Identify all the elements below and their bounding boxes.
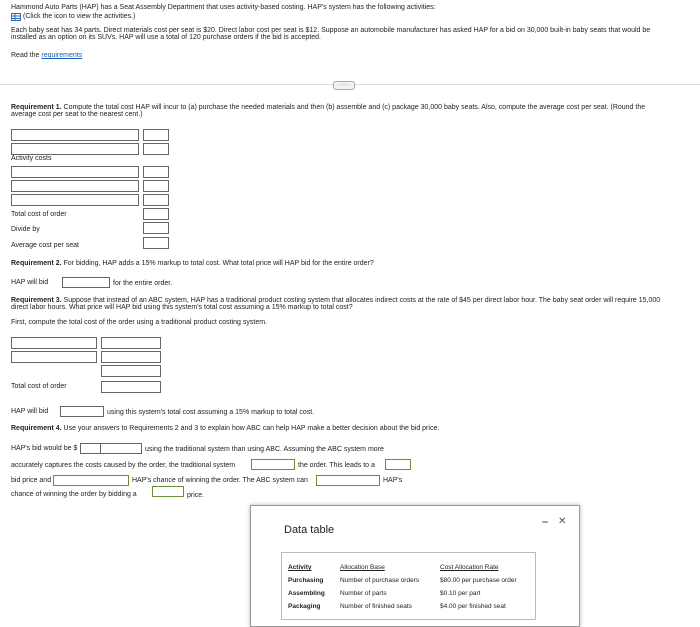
req4-text: Use your answers to Requirements 2 and 3 to explain how ABC can help HAP make a better decision about the bid price. [63, 425, 440, 432]
req4-s1a: HAP's bid would be $ [11, 445, 78, 452]
avg-cost-label: Average cost per seat [11, 242, 79, 249]
req4-price-select[interactable] [152, 486, 184, 497]
table-cell: $4.00 per finished seat [440, 603, 506, 610]
minimize-icon[interactable]: – [542, 516, 549, 528]
table-cell: Number of parts [340, 590, 387, 597]
req2-bid-input[interactable] [62, 277, 110, 288]
activity-name-1[interactable] [11, 166, 139, 178]
req3-input-3b[interactable] [101, 365, 161, 377]
header-line1: Hammond Auto Parts (HAP) has a Seat Assembly Department that uses activity-based costing. HAP's system has the following activities: [11, 4, 436, 11]
table-icon[interactable] [11, 13, 21, 21]
table-cell: $0.10 per part [440, 590, 481, 597]
read-label: Read the [11, 52, 42, 59]
req2-label: Requirement 2. [11, 260, 62, 267]
table-cell: Purchasing [288, 577, 324, 584]
table-cell: $80.00 per purchase order [440, 577, 517, 584]
table-row [288, 600, 530, 613]
icon-hint: (Click the icon to view the activities.) [23, 13, 136, 20]
req4-cost-select[interactable] [251, 459, 295, 470]
req1-label: Requirement 1. [11, 104, 62, 111]
header-allocation-base: Allocation Base [340, 564, 385, 571]
req4-label: Requirement 4. [11, 425, 62, 432]
activity-cost-1[interactable] [143, 166, 169, 178]
req4-s2a: accurately captures the costs caused by the order, the traditional system [11, 462, 236, 469]
req4-s4a: chance of winning the order by bidding a [11, 491, 137, 498]
req3-input-2a[interactable] [11, 351, 97, 363]
req4-s3b: HAP's chance of winning the order. The ABC system can [132, 477, 308, 484]
req4-comparison-select[interactable] [100, 443, 142, 454]
req4-s3c: HAP's [383, 477, 403, 484]
table-row [288, 587, 530, 600]
req3-text: Suppose that instead of an ABC system, HAP has a traditional product costing system that allocates indirect costs at the rate of $45 per direct labor hour. The baby seat order will require 15,000 [63, 297, 661, 304]
dialog-title: Data table [284, 524, 335, 536]
req3-label: Requirement 3. [11, 297, 62, 304]
requirements-link[interactable]: requirements [41, 52, 83, 59]
req4-chance-select[interactable] [53, 475, 129, 486]
table-cell: Assembling [288, 590, 325, 597]
activity-data-table [288, 561, 530, 613]
total-cost-input[interactable] [143, 208, 169, 220]
req3-total-input[interactable] [101, 381, 161, 393]
divide-by-label: Divide by [11, 226, 40, 233]
req3-text2: direct labor hours. What price will HAP bid using this system's total cost assuming a 15% markup to total cost? [11, 304, 353, 311]
header-activity: Activity [288, 564, 312, 571]
req3-using-text: using this system's total cost assuming a 15% markup to total cost. [107, 409, 315, 416]
req4-s3a: bid price and [11, 477, 52, 484]
activity-name-3[interactable] [11, 194, 139, 206]
req1-input-b[interactable] [143, 129, 169, 141]
activity-costs-label: Activity costs [11, 155, 52, 162]
table-row [288, 574, 530, 587]
activity-cost-3[interactable] [143, 194, 169, 206]
req4-abc-select[interactable] [316, 475, 380, 486]
req3-input-1a[interactable] [11, 337, 97, 349]
req3-input-1b[interactable] [101, 337, 161, 349]
req2-text: For bidding, HAP adds a 15% markup to total cost. What total price will HAP bid for the entire order? [63, 260, 374, 267]
req4-level-select[interactable] [385, 459, 411, 470]
activity-name-2[interactable] [11, 180, 139, 192]
activity-cost-2[interactable] [143, 180, 169, 192]
table-header-row [288, 561, 530, 574]
table-cell: Number of finished seats [340, 603, 412, 610]
header-cost-rate: Cost Allocation Rate [440, 564, 499, 571]
header-line2: Each baby seat has 34 parts. Direct materials cost per seat is $20. Direct labor cost per seat is $12. Suppose an automobile manufacturer has asked HAP for a bid on 30,000 built-in baby seats that would be [11, 27, 651, 34]
req4-s4b: price. [187, 492, 205, 499]
hap-will-bid-label: HAP will bid [11, 279, 49, 286]
req3-bid-input[interactable] [60, 406, 104, 417]
req1-text2: average cost per seat to the nearest cent.) [11, 111, 143, 118]
data-table-dialog [250, 505, 580, 627]
req1-text: Compute the total cost HAP will incur to (a) purchase the needed materials and then (b) assemble and (c) package 30,000 baby seats. Also, compute the average cost per seat. (Round the [63, 104, 646, 111]
req1-input-d[interactable] [143, 143, 169, 155]
req1-input-c[interactable] [11, 143, 139, 155]
data-table-frame [281, 552, 536, 620]
req1-input-a[interactable] [11, 129, 139, 141]
header-line3: installed as an option on its SUVs. HAP will use a total of 120 purchase orders if the bid is accepted. [11, 34, 321, 41]
req3-bid-label: HAP will bid [11, 408, 49, 415]
req4-s1b: using the traditional system than using ABC. Assuming the ABC system more [145, 446, 384, 453]
req4-s2b: the order. This leads to a [298, 462, 375, 469]
table-cell: Number of purchase orders [340, 577, 420, 584]
divide-by-input[interactable] [143, 222, 169, 234]
for-entire-order: for the entire order. [113, 280, 173, 287]
req3-input-2b[interactable] [101, 351, 161, 363]
close-icon[interactable]: ✕ [558, 516, 567, 527]
total-cost-label: Total cost of order [11, 211, 67, 218]
req3-total-label: Total cost of order [11, 383, 67, 390]
avg-cost-input[interactable] [143, 237, 169, 249]
req3-first: First, compute the total cost of the order using a traditional product costing system. [11, 319, 268, 326]
table-cell: Packaging [288, 603, 321, 610]
expand-toggle[interactable]: ····· [333, 81, 355, 90]
